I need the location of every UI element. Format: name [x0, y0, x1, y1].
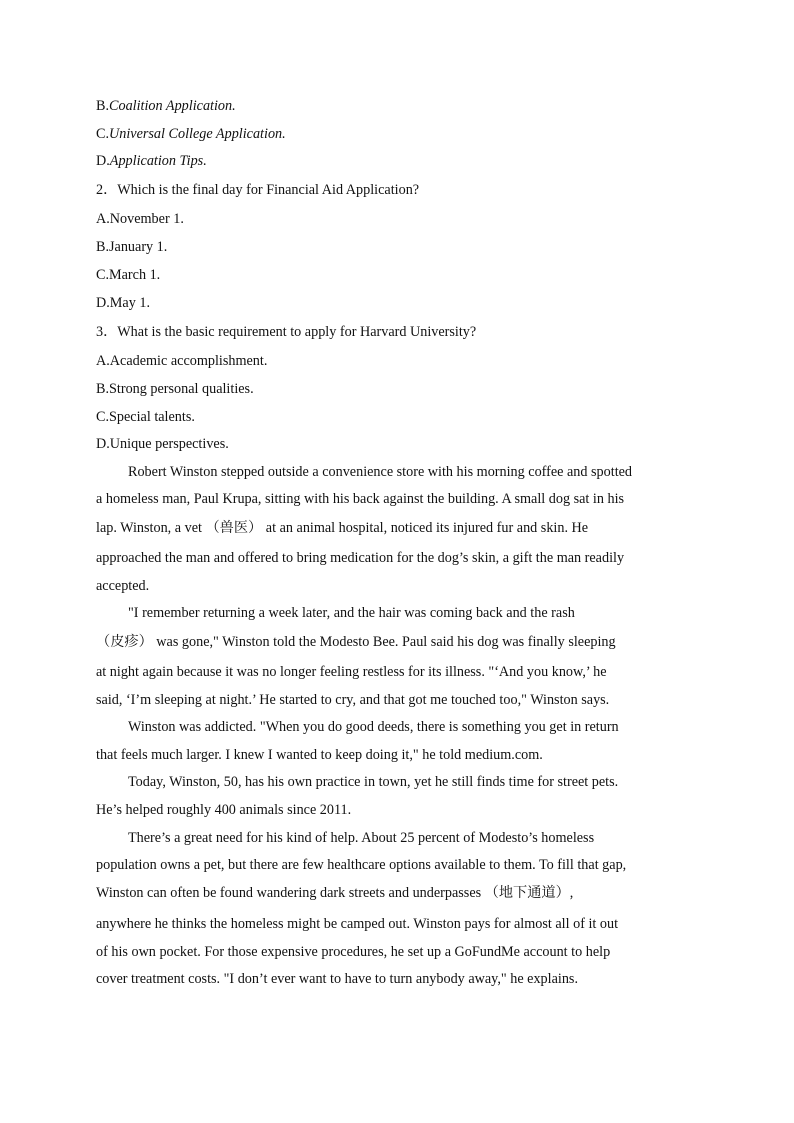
q2-option-c: C.March 1. [96, 267, 161, 283]
q1-option-c: C.Universal College Application. [96, 126, 286, 142]
passage-line: Winston can often be found wandering dark streets and underpasses （地下通道）, [96, 885, 574, 901]
q2-option-a: A.November 1. [96, 211, 184, 227]
q3-option-d: D.Unique perspectives. [96, 436, 229, 452]
passage-line: Winston was addicted. "When you do good deeds, there is something you get in return [128, 719, 619, 735]
passage-line: population owns a pet, but there are few healthcare options available to them. To fill that gap, [96, 857, 627, 873]
passage-line: There’s a great need for his kind of help. About 25 percent of Modesto’s homeless [128, 830, 595, 846]
q2-stem: 2．Which is the final day for Financial Aid Application? [96, 182, 420, 198]
q2-option-b: B.January 1. [96, 239, 168, 255]
passage-line: of his own pocket. For those expensive procedures, he set up a GoFundMe account to help [96, 944, 611, 960]
passage-line: anywhere he thinks the homeless might be camped out. Winston pays for almost all of it out [96, 916, 619, 932]
passage-line: accepted. [96, 578, 150, 594]
passage-line: said, ‘I’m sleeping at night.’ He started to cry, and that got me touched too," Winston says. [96, 692, 610, 708]
passage-line: Today, Winston, 50, has his own practice in town, yet he still finds time for street pets. [128, 774, 619, 790]
q3-option-a: A.Academic accomplishment. [96, 353, 268, 369]
passage-line: He’s helped roughly 400 animals since 2011. [96, 802, 352, 818]
passage-line: approached the man and offered to bring medication for the dog’s skin, a gift the man readily [96, 550, 625, 566]
q1-option-d: D.Application Tips. [96, 153, 207, 169]
q3-stem: 3．What is the basic requirement to apply for Harvard University? [96, 324, 477, 340]
q3-option-c: C.Special talents. [96, 409, 195, 425]
passage-line: cover treatment costs. "I don’t ever want to have to turn anybody away," he explains. [96, 971, 578, 987]
q1-option-b: B.Coalition Application. [96, 98, 236, 114]
q2-option-d: D.May 1. [96, 295, 150, 311]
passage-line: a homeless man, Paul Krupa, sitting with his back against the building. A small dog sat in his [96, 491, 625, 507]
passage-line: at night again because it was no longer feeling restless for its illness. "‘And you know,’ he [96, 664, 607, 680]
passage-line: Robert Winston stepped outside a convenience store with his morning coffee and spotted [128, 464, 633, 480]
passage-line: that feels much larger. I knew I wanted to keep doing it," he told medium.com. [96, 747, 543, 763]
passage-line: lap. Winston, a vet （兽医） at an animal hospital, noticed its injured fur and skin. He [96, 520, 589, 536]
passage-line: "I remember returning a week later, and the hair was coming back and the rash [128, 605, 575, 621]
q3-option-b: B.Strong personal qualities. [96, 381, 254, 397]
passage-line: （皮疹） was gone," Winston told the Modesto Bee. Paul said his dog was finally sleeping [96, 634, 616, 650]
